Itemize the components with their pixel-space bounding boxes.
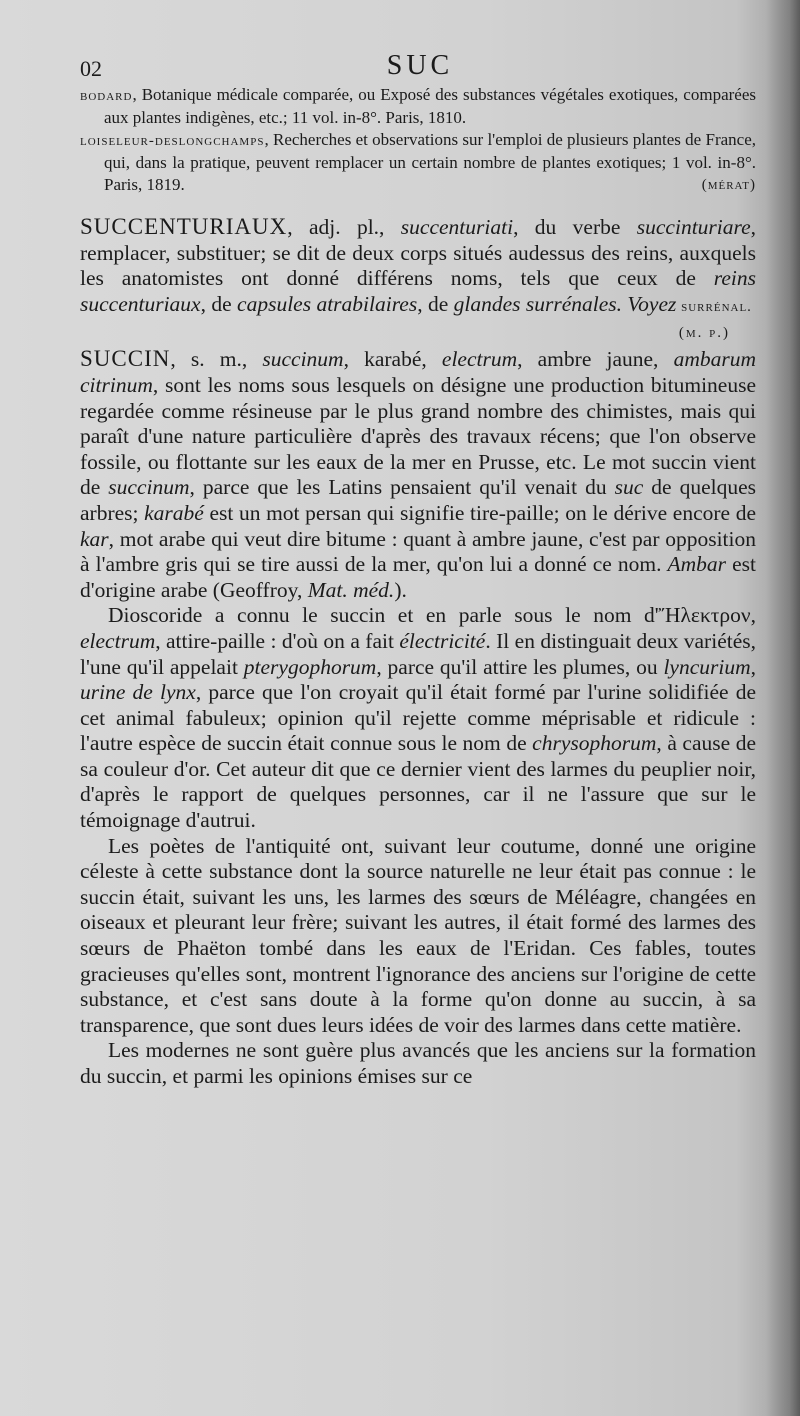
entry-text: , remplacer, substituer; se dit de deux corps situés audessus des reins, auxquels les anatomistes ont donné différens noms, tels que ceux de [80,215,756,291]
paragraph-dioscoride [80,603,756,833]
bib-text: , Recherches et observations sur l'emploi de plusieurs plantes de France, qui, dans la pratique, peuvent remplacer un certain nombre de plantes exotiques; 1 vol. in-8°. Paris, 1819. [104,130,756,194]
bib-author: loiseleur-deslongchamps [80,133,265,149]
entry-text: , mot arabe qui veut dire bitume : quant à ambre jaune, c'est par opposition à l'ambre gris qui se tire aussi de la mer, qu'on lui a donné ce nom. [80,526,756,577]
headword: SUCCENTURIAUX [80,214,288,239]
entry-italic: électricité [399,628,486,653]
entry-text: , [750,654,756,679]
cross-reference: surrénal. [676,298,752,315]
entry-text: , sont les noms sous lesquels on désigne une production bitumineuse regardée comme résineuse par le plus grand nombre des chimistes, mais qui paraît d'une nature particulière d'après des travaux récens; que l'on observe fossile, ou flottante sur les eaux de la mer en Prusse, etc. Le mot succin vient de [80,372,756,500]
entry-text: , parce que les Latins pensaient qu'il venait du [189,475,615,500]
author-signature: (mérat) [701,177,756,193]
entry-text: , s. m., [170,347,263,372]
entry-italic: kar [80,526,109,551]
entry-text: . Il en distinguait deux variétés, l'une qu'il appelait [80,628,756,679]
paragraph-poetes: Les poètes de l'antiquité ont, suivant leur coutume, donné une origine céleste à cette substance dont la source naturelle ne leur était pas connue : le succin était, suivant les uns, les larmes des sœurs de Méléagre, changées en oiseaux et pleurant leur frère; suivant les autres, il était formé des larmes des sœurs de Phaëton tombé dans les eaux de l'Eridan. Ces fables, toutes gracieuses qu'elles sont, montrent l'ignorance des anciens sur l'origine de cette substance, et c'est sans doute à la forme qu'on donne au succin, à sa transparence, que sont dues leurs idées de voir des larmes dans cette matière. [80,833,756,1037]
entry-text: Dioscoride a connu le succin et en parle sous le nom d'Ἤλεκτρον, [108,603,756,628]
entry-text: , de [417,291,454,316]
running-title: SUC [386,50,454,81]
entry-italic: glandes surrénales. Voyez [453,291,677,316]
bib-author: bodard [80,88,133,104]
entry-text: , karabé, [343,347,442,372]
entry-italic: capsules atrabilaires [237,291,418,316]
entry-italic: urine de lynx [80,680,196,705]
headword: SUCCIN [80,346,171,372]
entry-italic: electrum [80,628,156,653]
bibliography-entry [80,84,756,129]
entry-italic: succinturiare [636,215,751,239]
entry-italic: electrum [441,347,518,372]
main-text [80,208,756,1090]
bibliography-entry [80,129,756,196]
entry-text: , parce qu'il attire les plumes, ou [376,654,664,679]
entry-italic: suc [614,475,644,500]
entry-italic: pterygophorum [243,654,377,679]
entry-text: est un mot persan qui signifie tire-paille; on le dérive encore de [203,500,756,525]
entry-text: , du verbe [513,215,637,239]
running-head [80,48,760,88]
entry-text: , attire-paille : d'où on a fait [155,628,400,653]
entry-text: est d'origine arabe (Geoffroy, [80,552,756,602]
entry-text: , ambre jaune, [517,347,674,372]
entry-text: ). [394,577,407,602]
page-number: 02 [80,56,102,81]
author-signature: (m. p.) [678,325,730,342]
entry-text: , parce que l'on croyait qu'il était formé par l'urine solidifiée de cet animal fabuleux; opinion qu'il rejette comme méprisable et ridicule : l'autre espèce de succin était connue sous le nom de [80,680,756,756]
bibliography [80,84,756,196]
entry-italic: karabé [144,500,204,525]
entry-italic: succinum [108,475,190,500]
entry-text: , de [200,291,238,316]
entry-text: de quelques arbres; [80,475,757,525]
entry-italic: succinum [262,347,344,372]
entry-succin [80,346,756,603]
entry-italic: Ambar [667,552,727,577]
entry-italic: reins succenturiaux [80,266,756,316]
entry-italic: succenturiati [400,215,514,239]
entry-italic: lyncurium [663,654,751,679]
paragraph-modernes: Les modernes ne sont guère plus avancés que les anciens sur la formation du succin, et parmi les opinions émises sur ce [80,1038,756,1088]
page-gutter-shadow [766,0,800,1416]
entry-text: , adj. pl., [287,215,401,239]
entry-italic: Mat. méd. [307,577,395,602]
entry-italic: ambarum citrinum [80,347,756,397]
entry-succenturiaux [80,214,756,320]
entry-italic: chrysophorum [532,731,657,756]
bib-text: , Botanique médicale comparée, ou Exposé des substances végétales exotiques, comparées aux plantes indigènes, etc.; 11 vol. in-8°. Paris, 1810. [104,85,756,127]
entry-text: , à cause de sa couleur d'or. Cet auteur dit que ce dernier vient des larmes du peuplier noir, d'après le rapport de quelques personnes, car il ne l'assure que sur le témoignage d'autrui. [80,731,756,833]
